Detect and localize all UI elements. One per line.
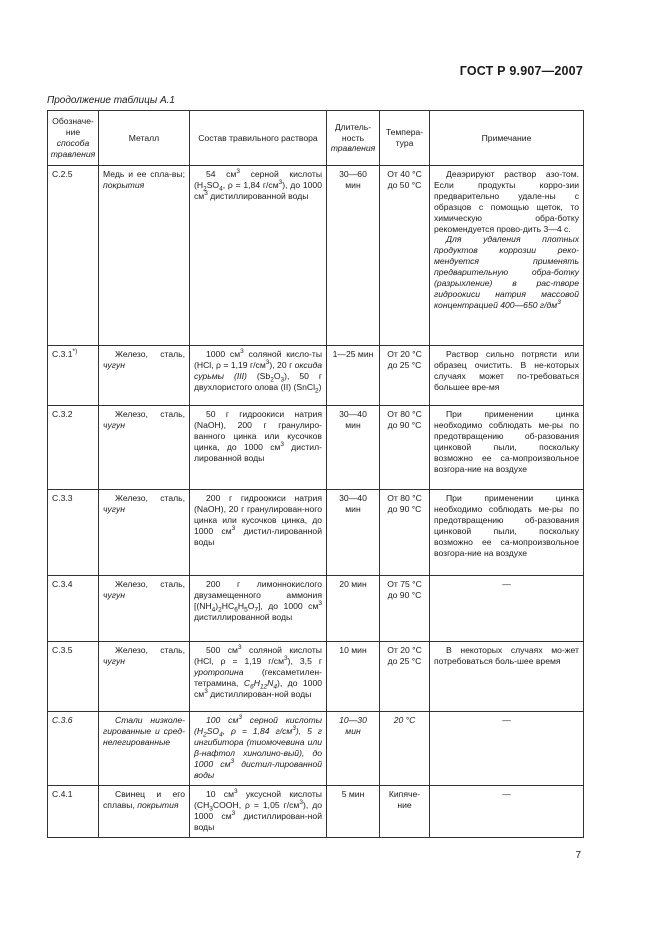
method-code: С.3.5	[48, 642, 99, 712]
method-code: С.3.1*)	[48, 346, 99, 406]
table-row	[48, 346, 584, 406]
composition-cell: 200 г гидроокиси натрия (NaOH), 20 г гранулирован-ного цинка или кусочков цинка, до 1000 $см^3$ дистил-лированной воды	[190, 490, 327, 576]
composition-cell: 50 г гидроокиси натрия (NaOH), 200 г гранулиро-ванного цинка или кусочков цинка, до 1000 $см^3$ дистил-лированной воды	[190, 406, 327, 490]
table-row	[48, 576, 584, 642]
duration-cell: 10—30 мин	[327, 712, 380, 786]
method-code: С.3.6	[48, 712, 99, 786]
temperature-cell: 20 °С	[380, 712, 430, 786]
composition-cell: 200 г лимоннокислого двузамещенного аммония $[(NH_4)_2HC_6H_5O_7]$, до 1000 $см^3$ дистиллированной воды	[190, 576, 327, 642]
duration-cell: 5 мин	[327, 786, 380, 838]
header-metal: Металл	[99, 111, 190, 166]
duration-cell: 20 мин	[327, 576, 380, 642]
method-code: С.4.1	[48, 786, 99, 838]
composition-cell: 54 $см^3$ серной кислоты ($H_2SO_4$, ρ = 1,84 $г/см^3$), до 1000 $см^3$ дистиллированной воды	[190, 166, 327, 346]
temperature-cell: От 20 °С до 25 °С	[380, 642, 430, 712]
header-composition: Состав травильного раствора	[190, 111, 327, 166]
temperature-cell: От 75 °С до 90 °С	[380, 576, 430, 642]
duration-cell: 10 мин	[327, 642, 380, 712]
note-cell: —	[430, 712, 584, 786]
composition-cell: 1000 $см^3$ соляной кисло-ты (HCl, ρ = 1,19 $г/см^3$), 20 г оксида сурьмы (III) $(Sb_2O_3)$, 50 г двухлористого олова (II) (SnCl$_2$)	[190, 346, 327, 406]
metal-cell: Свинец и его сплавы, покрытия	[99, 786, 190, 838]
table-row	[48, 712, 584, 786]
method-code: С.3.2	[48, 406, 99, 490]
temperature-cell: От 40 °С до 50 °С	[380, 166, 430, 346]
note-cell: При применении цинка необходимо соблюдать ме-ры по предотвращению об-разования цинковой пыли, поскольку возможно ее са-мопроизвольное возгора-ние на воздухе	[430, 490, 584, 576]
metal-cell: Железо, сталь, чугун	[99, 346, 190, 406]
note-cell: —	[430, 576, 584, 642]
note-cell: —	[430, 786, 584, 838]
table-row	[48, 786, 584, 838]
metal-cell: Стали низколе-гированные и сред-нелегированные	[99, 712, 190, 786]
document-code: ГОСТ Р 9.907—2007	[459, 64, 583, 78]
etching-methods-table	[47, 110, 584, 838]
table-row	[48, 490, 584, 576]
method-code: С.3.3	[48, 490, 99, 576]
composition-cell: 100 $см^3$ серной кислоты ($H_2SO_4$, ρ = 1,84 $г/см^3$), 5 г ингибитора (тиомочевина или β-нафтол хинолино-вый), до 1000 $см^3$ дистил-лированной воды	[190, 712, 327, 786]
temperature-cell: От 80 °С до 90 °С	[380, 406, 430, 490]
duration-cell: 30—60 мин	[327, 166, 380, 346]
table-header-row	[48, 111, 584, 166]
composition-cell: 10 $см^3$ уксусной кислоты ($CH_3COOH$, ρ = 1,05 $г/см^3$), до 1000 $см^3$ дистиллирован-ной воды	[190, 786, 327, 838]
table-caption: Продолжение таблицы А.1	[47, 95, 175, 106]
header-duration: Длитель-ность травления	[327, 111, 380, 166]
duration-cell: 1—25 мин	[327, 346, 380, 406]
temperature-cell: Кипяче-ние	[380, 786, 430, 838]
duration-cell: 30—40 мин	[327, 490, 380, 576]
metal-cell: Железо, сталь, чугун	[99, 406, 190, 490]
metal-cell: Железо, сталь, чугун	[99, 642, 190, 712]
temperature-cell: От 80 °С до 90 °С	[380, 490, 430, 576]
table-row	[48, 642, 584, 712]
note-cell: При применении цинка необходимо соблюдать ме-ры по предотвращению об-разования цинковой пыли, поскольку возможно ее са-мопроизвольное возгора-ние на воздухе	[430, 406, 584, 490]
metal-cell: Железо, сталь, чугун	[99, 490, 190, 576]
header-temperature: Темпера-тура	[380, 111, 430, 166]
metal-cell: Медь и ее спла-вы; покрытия	[99, 166, 190, 346]
table-row	[48, 166, 584, 346]
note-cell: Раствор сильно потрясти или образец очистить. В не-которых случаях может по-требоваться большее вре-мя	[430, 346, 584, 406]
duration-cell: 30—40 мин	[327, 406, 380, 490]
header-code: Обозначе-ние способа травления	[48, 111, 99, 166]
method-code: С.3.4	[48, 576, 99, 642]
composition-cell: 500 $см^3$ соляной кислоты (HCl, ρ = 1,19 $г/см^3$), 3,5 г уротропина (гексаметилен-тетрамина, $C_6H_{12}N_4$), до 1000 $см^3$ дистиллирован-ной воды	[190, 642, 327, 712]
method-code: С.2.5	[48, 166, 99, 346]
page-number: 7	[575, 850, 581, 861]
note-cell: Деаэрируют раствор азо-том. Если продукты корро-зии предварительно удале-ны с образцов с помощью щеток, то химическую обра-ботку рекомендуется прово-дить 3—4 с. Для удаления плотных продуктов коррозии реко-мендуется применять предварительную обра-ботку (разрыхление) в рас-творе гидроокиси натрия массовой концентрацией 400—650 $г/дм^3$	[430, 166, 584, 346]
header-note: Примечание	[430, 111, 584, 166]
metal-cell: Железо, сталь, чугун	[99, 576, 190, 642]
table-row	[48, 406, 584, 490]
temperature-cell: От 20 °С до 25 °С	[380, 346, 430, 406]
note-cell: В некоторых случаях мо-жет потребоваться боль-шее время	[430, 642, 584, 712]
